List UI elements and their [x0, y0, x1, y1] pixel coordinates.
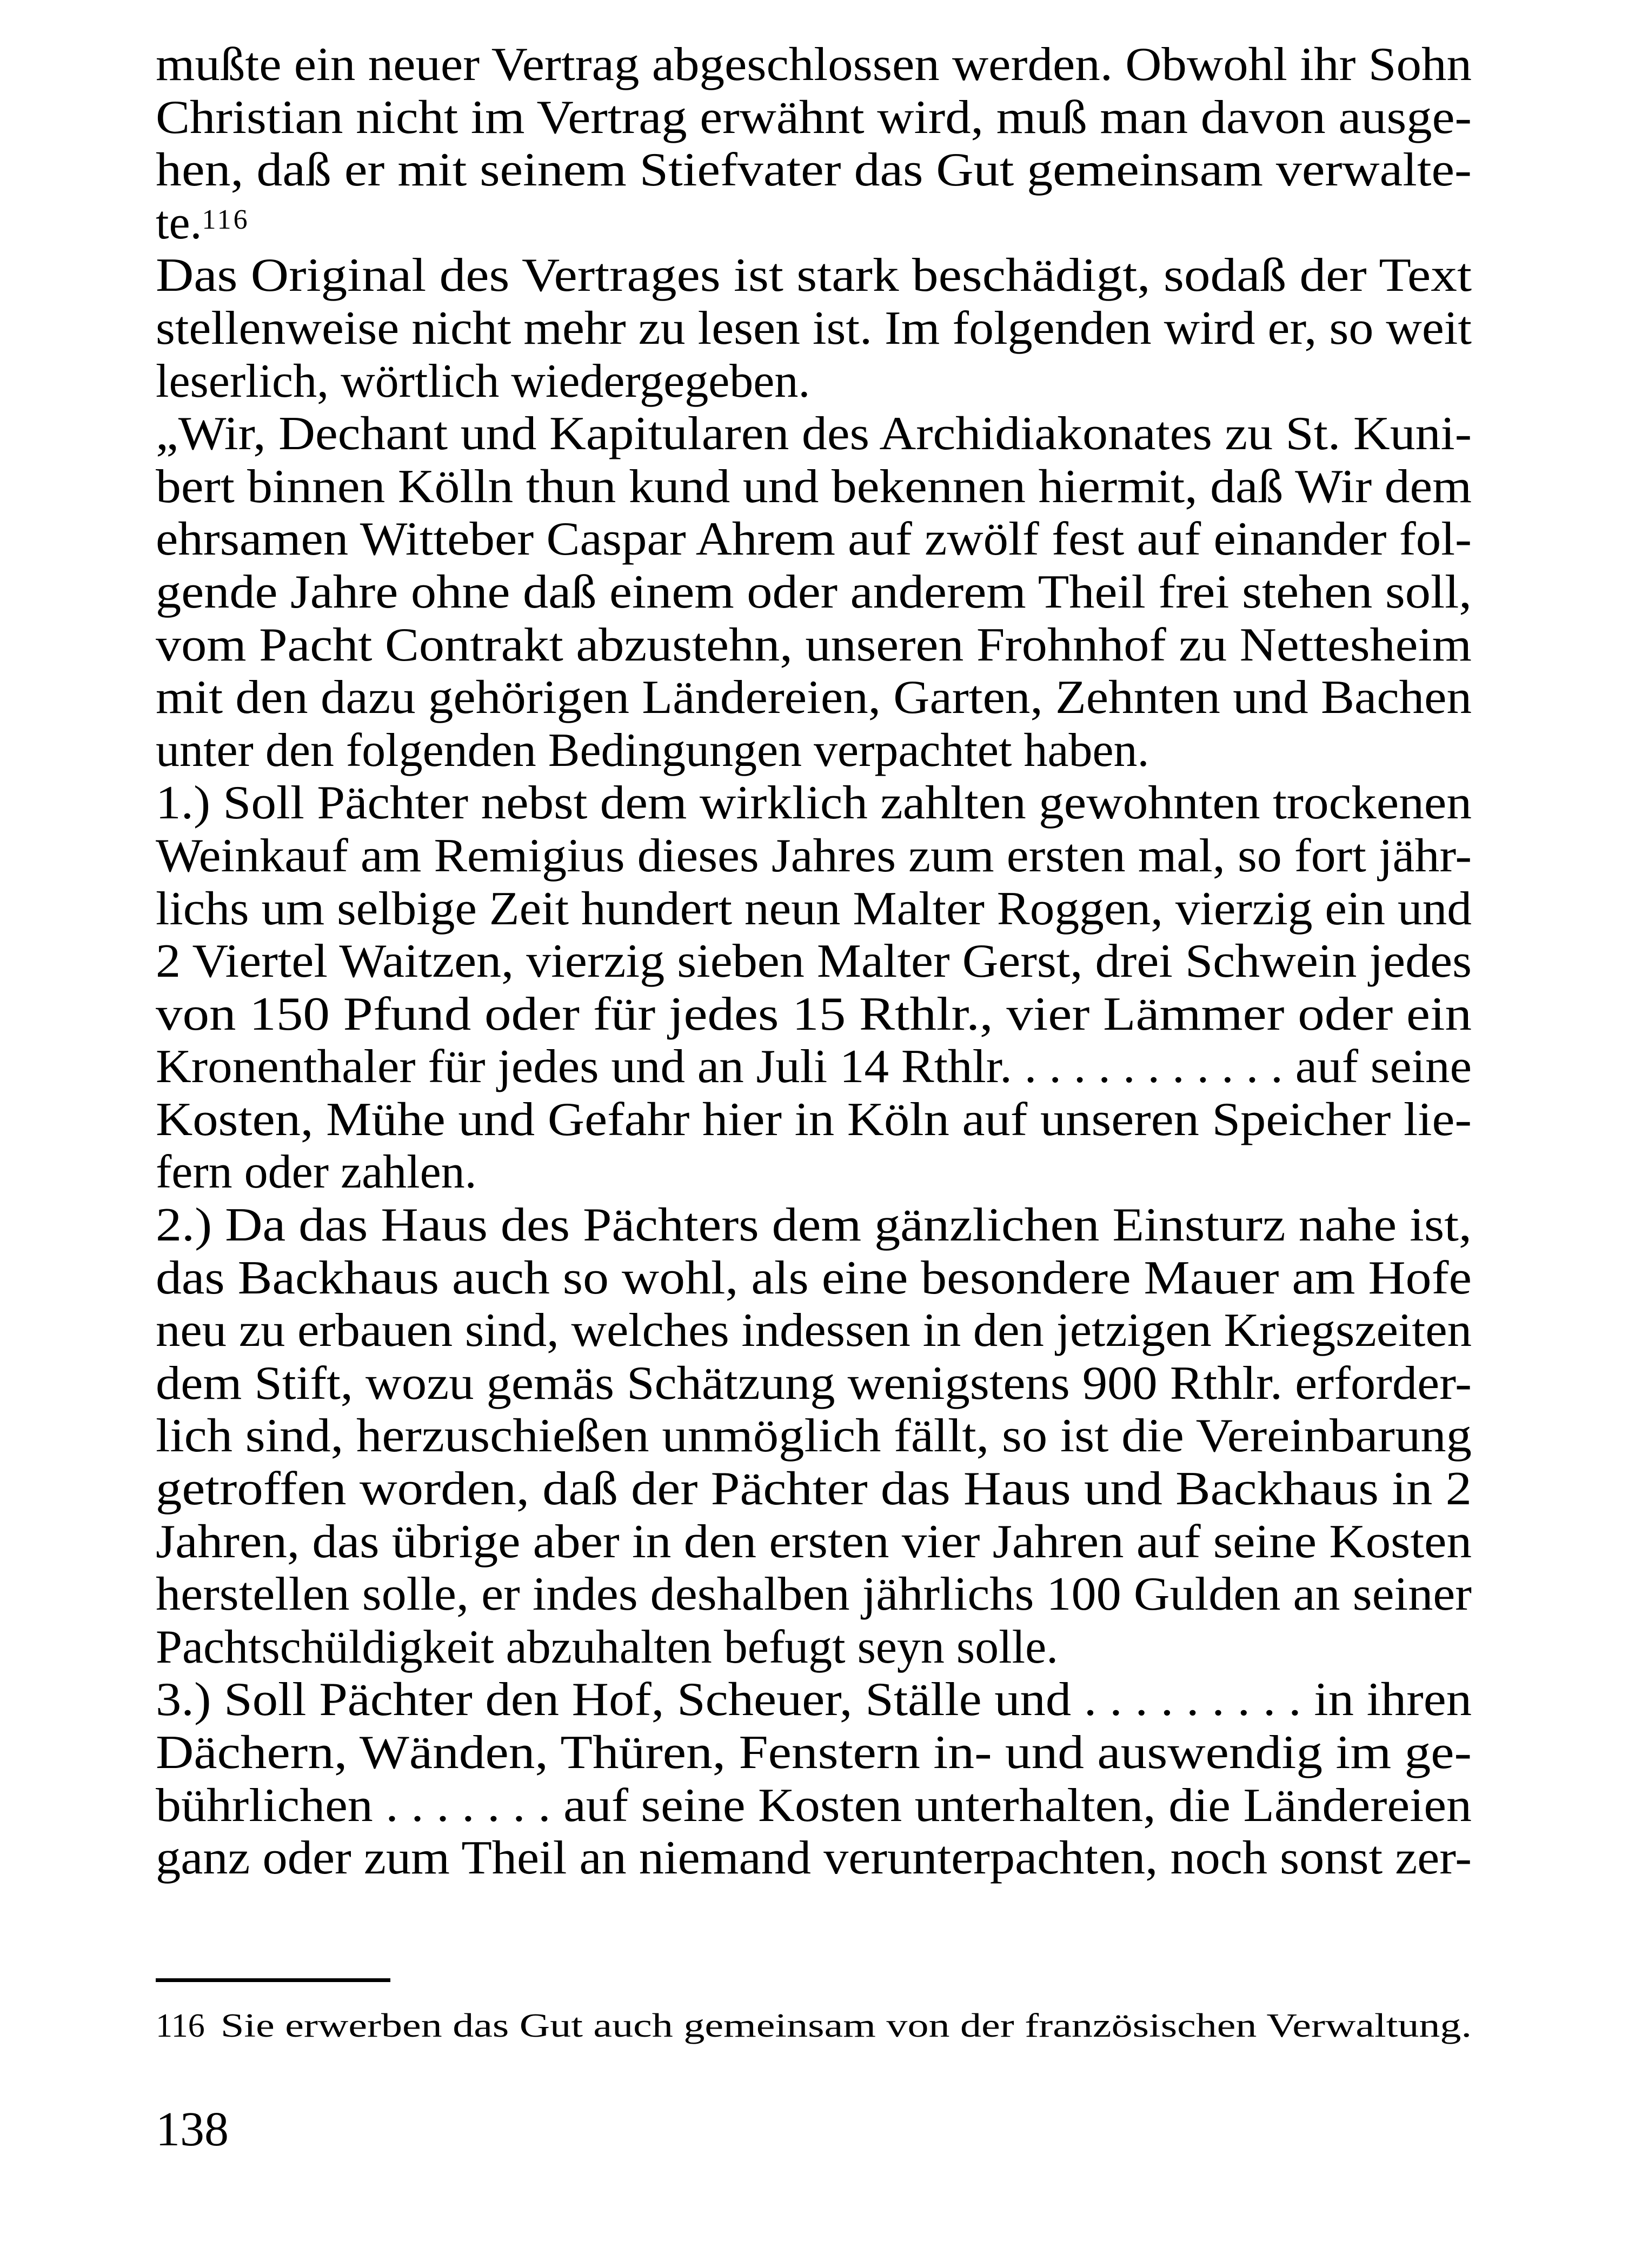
footnote-text: Sie erwerben das Gut auch gemeinsam von der französischen Verwaltung. [221, 2007, 1472, 2044]
text-line-content [156, 1252, 1472, 1305]
text-line-text: Weinkauf am Remigius dieses Jahres zum ersten mal, so fort jähr- [156, 829, 1472, 882]
text-line [156, 1779, 1472, 1832]
text-line-text: bührlichen . . . . . . . auf seine Kosten unterhalten, die Ländereien [156, 1779, 1472, 1832]
text-line [156, 935, 1472, 988]
text-line-content [156, 1146, 477, 1199]
text-line-content [156, 1673, 1472, 1726]
text-line-content [156, 408, 1472, 461]
text-line [156, 197, 1472, 250]
text-line [156, 1832, 1472, 1885]
text-line-text: Christian nicht im Vertrag erwähnt wird, muß man davon ausge- [156, 91, 1472, 144]
text-line-text: hen, daß er mit seinem Stiefvater das Gut gemeinsam verwalte- [156, 144, 1472, 197]
text-line-content [156, 671, 1472, 724]
footnote-divider [156, 1978, 390, 1982]
text-line-content [156, 566, 1472, 619]
text-line-text: das Backhaus auch so wohl, als eine besondere Mauer am Hofe [156, 1251, 1472, 1304]
text-line-text: lich sind, herzuschießen unmöglich fällt, so ist die Vereinbarung [156, 1410, 1472, 1463]
text-line-content [156, 1410, 1472, 1463]
text-line-text: von 150 Pfund oder für jedes 15 Rthlr., vier Lämmer oder ein [156, 988, 1472, 1040]
text-line [156, 249, 1472, 302]
text-line-content [156, 302, 1472, 355]
text-line [156, 1252, 1472, 1305]
text-line-text: vom Pacht Contrakt abzustehn, unseren Frohnhof zu Nettesheim [156, 618, 1472, 671]
text-line-content [156, 144, 1472, 197]
text-line-content [156, 249, 1472, 302]
text-line [156, 1621, 1472, 1674]
text-line-content [156, 1093, 1472, 1146]
text-line [156, 1673, 1472, 1726]
text-line-text: 2 Viertel Waitzen, vierzig sieben Malter Gerst, drei Schwein jedes [156, 935, 1472, 988]
text-line-content [156, 935, 1472, 988]
text-line [156, 1040, 1472, 1093]
text-line-text: 1.) Soll Pächter nebst dem wirklich zahlten gewohnten trockenen [156, 777, 1472, 830]
text-line-content [156, 355, 810, 408]
text-line [156, 91, 1472, 144]
text-line-content [156, 1357, 1472, 1410]
text-line-text: neu zu erbauen sind, welches indessen in den jetzigen Kriegszeiten [156, 1304, 1472, 1357]
text-line-text: getroffen worden, daß der Pächter das Haus und Backhaus in 2 [156, 1463, 1472, 1516]
text-line-content [156, 1304, 1472, 1357]
text-line [156, 724, 1472, 777]
text-line-content [156, 1199, 1472, 1252]
footnote-number: 116 [156, 2007, 205, 2044]
text-line-text: Das Original des Vertrages ist stark beschädigt, sodaß der Text [156, 249, 1472, 302]
text-line-content [156, 1040, 1472, 1093]
text-line [156, 1304, 1472, 1357]
text-line-content [156, 883, 1472, 936]
text-line-text: te. [156, 196, 202, 249]
text-line [156, 38, 1472, 91]
text-line [156, 1726, 1472, 1779]
text-line-text: Kronenthaler für jedes und an Juli 14 Rthlr. . . . . . . . . . . . auf seine [156, 1040, 1472, 1093]
text-line-text: ganz oder zum Theil an niemand verunterpachten, noch sonst zer- [156, 1832, 1472, 1885]
text-line-text: bert binnen Kölln thun kund und bekennen hiermit, daß Wir dem [156, 460, 1472, 513]
text-line [156, 408, 1472, 461]
page-number: 138 [156, 2103, 229, 2156]
text-line [156, 1568, 1472, 1621]
text-line-text: Jahren, das übrige aber in den ersten vier Jahren auf seine Kosten [156, 1515, 1472, 1568]
text-line-content [156, 1463, 1472, 1516]
text-line-text: lichs um selbige Zeit hundert neun Malter Roggen, vierzig ein und [156, 882, 1472, 935]
text-line [156, 988, 1472, 1041]
text-line-text: mit den dazu gehörigen Ländereien, Garten, Zehnten und Bachen [156, 671, 1472, 724]
text-line-content [156, 830, 1472, 883]
text-line [156, 1146, 1472, 1199]
text-line-content [156, 197, 250, 250]
text-line [156, 144, 1472, 197]
text-line [156, 1357, 1472, 1410]
text-line [156, 513, 1472, 566]
text-line [156, 566, 1472, 619]
text-line-content [156, 91, 1472, 144]
text-line-text: unter den folgenden Bedingungen verpachtet haben. [156, 724, 1149, 777]
text-line-content [156, 1779, 1472, 1832]
text-line-content [156, 1621, 1058, 1674]
text-line-text: dem Stift, wozu gemäs Schätzung wenigstens 900 Rthlr. erforder- [156, 1357, 1472, 1410]
text-line [156, 355, 1472, 408]
text-line-text: 3.) Soll Pächter den Hof, Scheuer, Ställe und . . . . . . . . . in ihren [156, 1673, 1472, 1726]
text-line-content [156, 513, 1472, 566]
text-line [156, 461, 1472, 513]
text-line-text: gende Jahre ohne daß einem oder anderem Theil frei stehen soll, [156, 565, 1472, 618]
text-line-content [156, 38, 1472, 91]
text-line-text: 2.) Da das Haus des Pächters dem gänzlichen Einsturz nahe ist, [156, 1199, 1472, 1252]
text-line-content [156, 1726, 1472, 1779]
text-line-text: „Wir, Dechant und Kapitularen des Archidiakonates zu St. Kuni- [156, 408, 1472, 461]
text-line-text: stellenweise nicht mehr zu lesen ist. Im folgenden wird er, so weit [156, 302, 1472, 355]
text-line [156, 671, 1472, 724]
text-line-content [156, 777, 1472, 830]
text-line-text: Dächern, Wänden, Thüren, Fenstern in- und auswendig im ge- [156, 1726, 1472, 1779]
body-text [156, 38, 1472, 1885]
text-line-content [156, 461, 1472, 513]
text-line [156, 777, 1472, 830]
footnote-reference[interactable]: 116 [202, 204, 250, 235]
text-line-content [156, 988, 1472, 1041]
text-line [156, 1516, 1472, 1569]
footnote [156, 2006, 1472, 2045]
text-line [156, 1093, 1472, 1146]
text-line-content [156, 1832, 1472, 1885]
text-line-content [156, 724, 1149, 777]
text-line-text: ehrsamen Witteber Caspar Ahrem auf zwölf fest auf einander fol- [156, 513, 1472, 566]
text-line-content [156, 619, 1472, 672]
text-line [156, 883, 1472, 936]
text-line-text: fern oder zahlen. [156, 1146, 477, 1199]
text-line-text: herstellen solle, er indes deshalben jährlichs 100 Gulden an seiner [156, 1568, 1472, 1621]
text-line [156, 1199, 1472, 1252]
text-line [156, 1410, 1472, 1463]
text-line [156, 1463, 1472, 1516]
text-line [156, 830, 1472, 883]
text-line-content [156, 1568, 1472, 1621]
text-line-text: Pachtschüldigkeit abzuhalten befugt seyn solle. [156, 1620, 1059, 1673]
text-line-content [156, 1516, 1472, 1569]
text-line-text: mußte ein neuer Vertrag abgeschlossen werden. Obwohl ihr Sohn [156, 38, 1472, 91]
text-line [156, 619, 1472, 672]
text-line [156, 302, 1472, 355]
text-line-text: Kosten, Mühe und Gefahr hier in Köln auf unseren Speicher lie- [156, 1093, 1472, 1146]
text-line-text: leserlich, wörtlich wiedergegeben. [156, 355, 810, 408]
